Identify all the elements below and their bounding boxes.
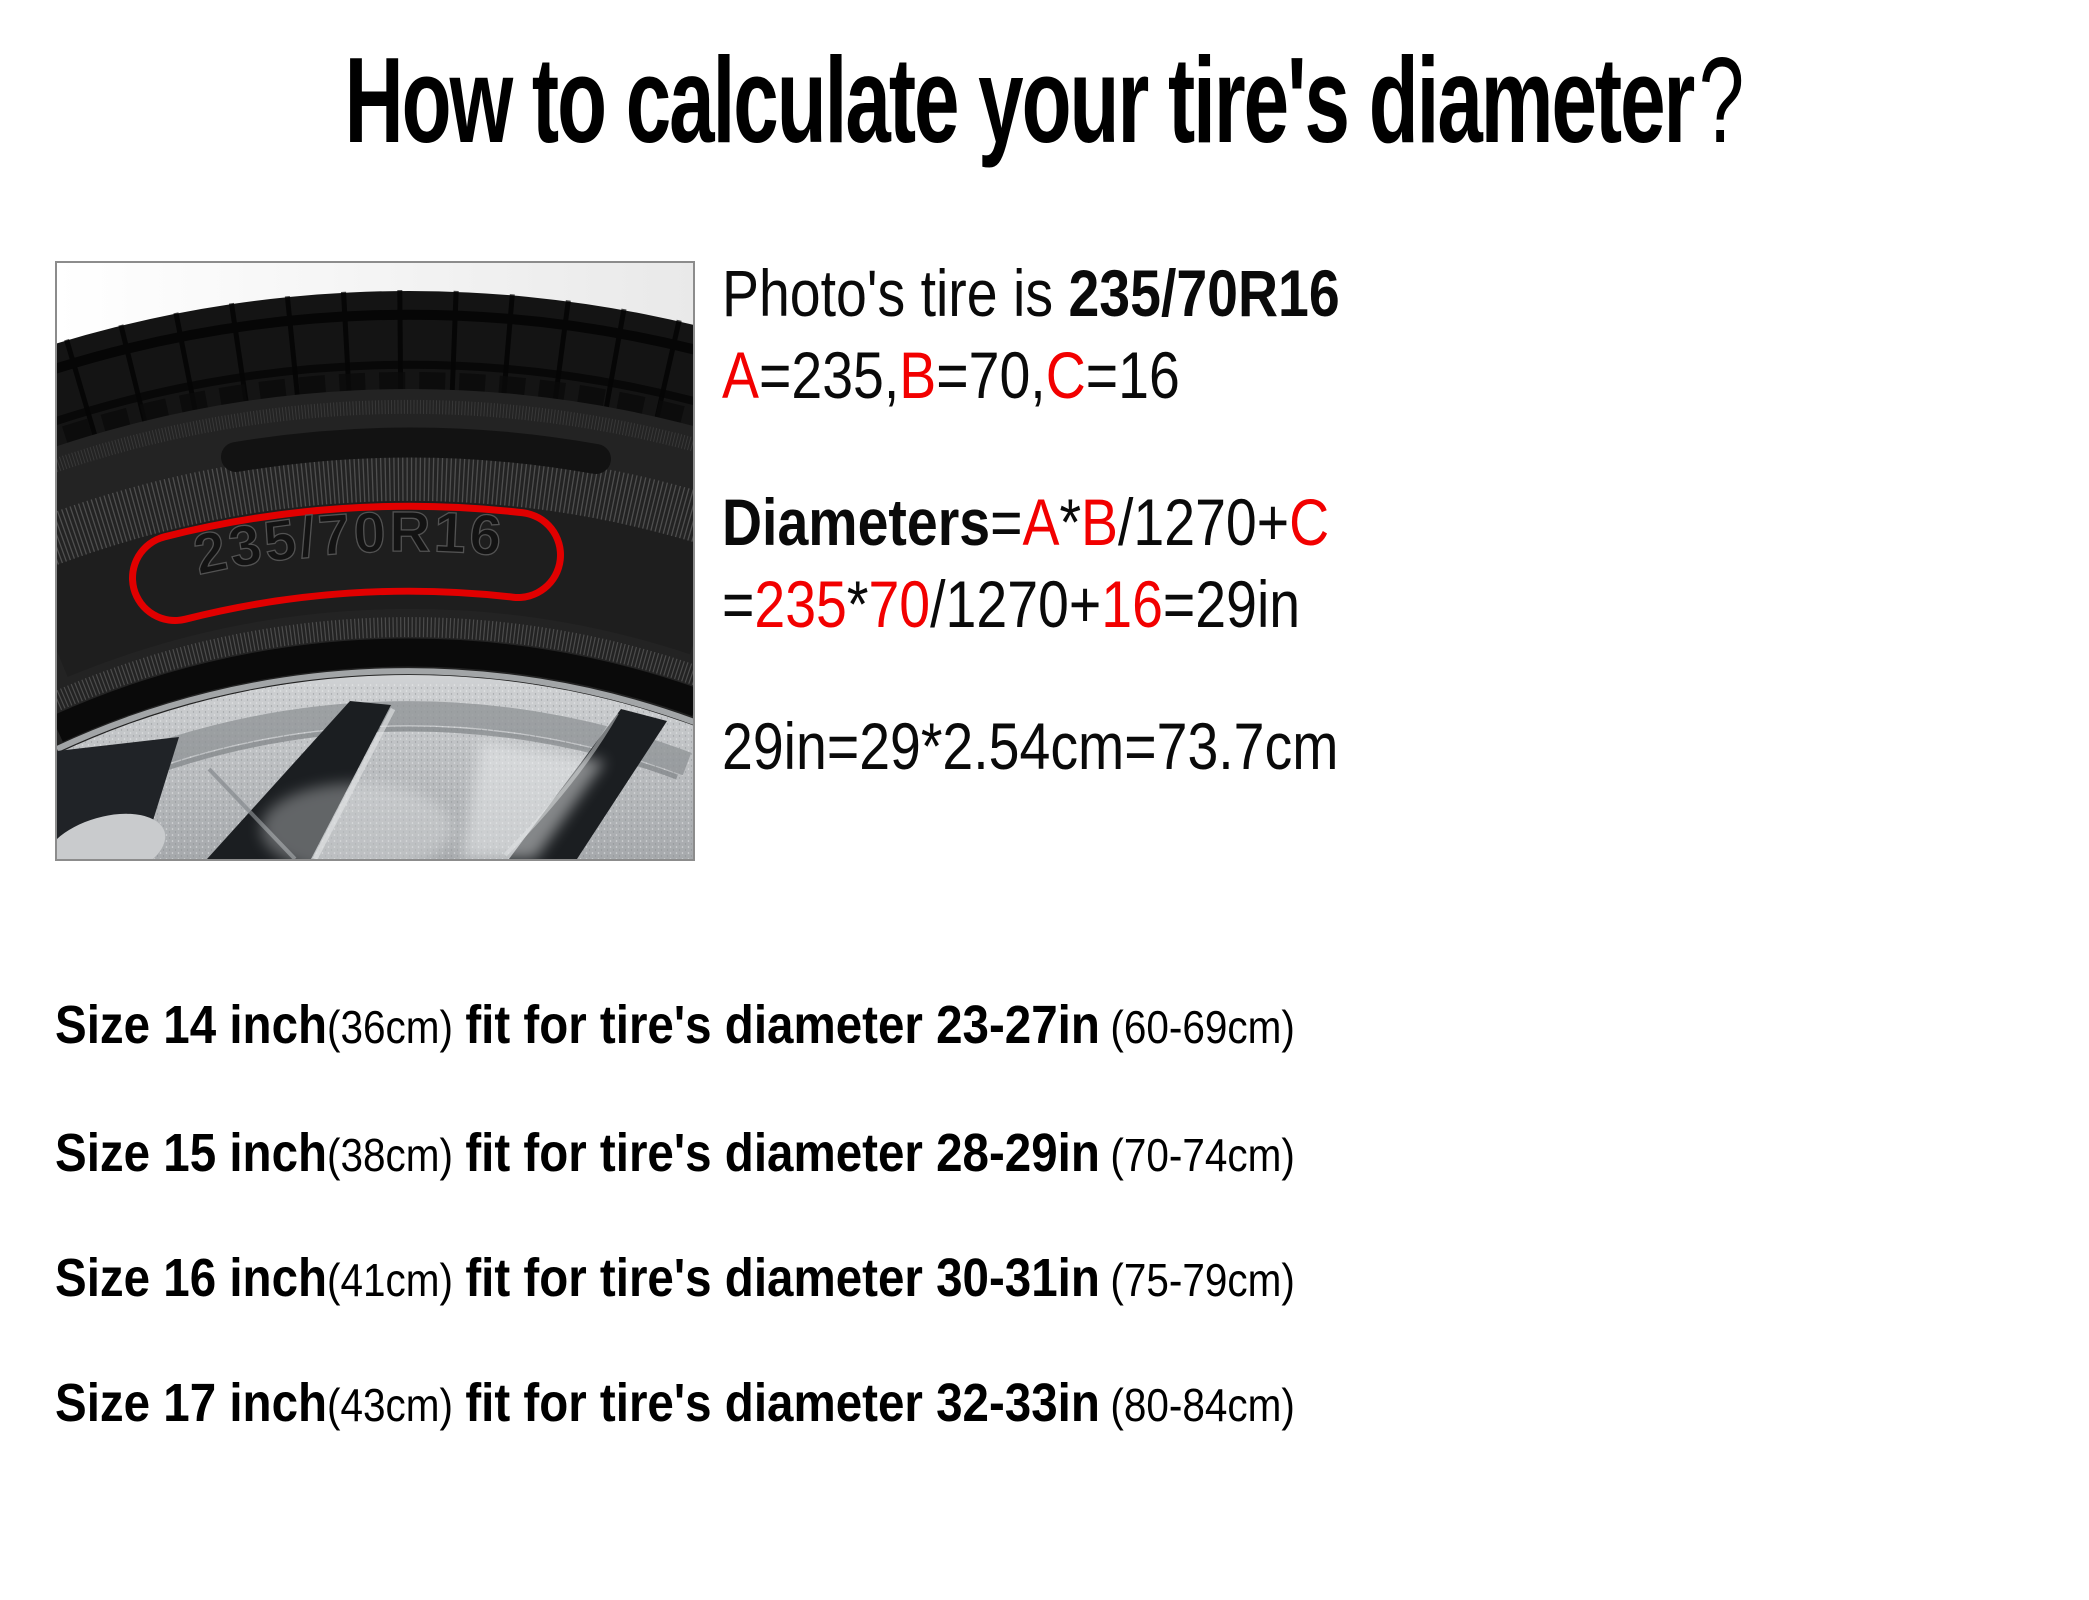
formula2-result: =29in	[1162, 567, 1301, 641]
formula-block	[722, 481, 1329, 645]
formula-eq: =	[990, 485, 1023, 559]
tire-photo	[55, 261, 695, 861]
fit-text: fit for tire's diameter 23-27in	[465, 995, 1100, 1055]
formula2-mid: /1270+	[930, 567, 1102, 641]
formula2-c: 16	[1101, 567, 1163, 641]
formula-a: A	[1022, 485, 1060, 559]
abc-b-key: B	[899, 338, 937, 412]
title-question-mark: ?	[1698, 32, 1745, 168]
formula2-a: 235	[754, 567, 847, 641]
formula-mid: /1270+	[1118, 485, 1290, 559]
size-cm: (41cm)	[327, 1254, 453, 1306]
intro-tire-code: 235/70R16	[1068, 256, 1340, 330]
formula-b: B	[1081, 485, 1119, 559]
formula-line-1	[722, 481, 1329, 563]
formula-c: C	[1289, 485, 1330, 559]
tire-photo-svg	[57, 263, 693, 859]
size-row	[55, 1118, 1295, 1190]
size-cm: (38cm)	[327, 1129, 453, 1181]
size-cm: (36cm)	[327, 1001, 453, 1053]
formula2-op: *	[846, 567, 869, 641]
tire-size-label: 235/70R16	[188, 500, 507, 588]
abc-line	[722, 334, 1340, 416]
formula2-eq: =	[722, 567, 755, 641]
formula-label: Diameters	[722, 485, 991, 559]
size-row	[55, 1243, 1295, 1315]
fit-text: fit for tire's diameter 32-33in	[465, 1373, 1100, 1433]
abc-b-val: =70,	[936, 338, 1046, 412]
size-label: Size 15 inch	[55, 1123, 328, 1183]
fit-text: fit for tire's diameter 30-31in	[465, 1248, 1100, 1308]
conversion-line	[722, 705, 1338, 787]
size-cm: (43cm)	[327, 1379, 453, 1431]
abc-c-key: C	[1045, 338, 1086, 412]
size-label: Size 17 inch	[55, 1373, 328, 1433]
range-cm: (80-84cm)	[1110, 1379, 1295, 1431]
page-title	[0, 30, 1745, 170]
intro-prefix: Photo's tire is	[722, 256, 1069, 330]
range-cm: (60-69cm)	[1110, 1001, 1295, 1053]
page-title-text: How to calculate your tire's diameter	[344, 32, 1694, 168]
size-row	[55, 1368, 1295, 1440]
abc-c-val: =16	[1085, 338, 1180, 412]
intro-line	[722, 252, 1340, 334]
formula-line-2	[722, 563, 1329, 645]
intro-block	[722, 252, 1340, 416]
size-label: Size 14 inch	[55, 995, 328, 1055]
size-label: Size 16 inch	[55, 1248, 328, 1308]
size-row	[55, 990, 1295, 1062]
abc-a-val: =235,	[758, 338, 900, 412]
sidewall-inset-bar	[236, 443, 596, 459]
fit-text: fit for tire's diameter 28-29in	[465, 1123, 1100, 1183]
formula2-b: 70	[868, 567, 931, 641]
range-cm: (75-79cm)	[1110, 1254, 1295, 1306]
range-cm: (70-74cm)	[1110, 1129, 1295, 1181]
conversion-text: 29in=29*2.54cm=73.7cm	[722, 709, 1339, 783]
abc-a-key: A	[722, 338, 759, 412]
formula-op: *	[1059, 485, 1082, 559]
